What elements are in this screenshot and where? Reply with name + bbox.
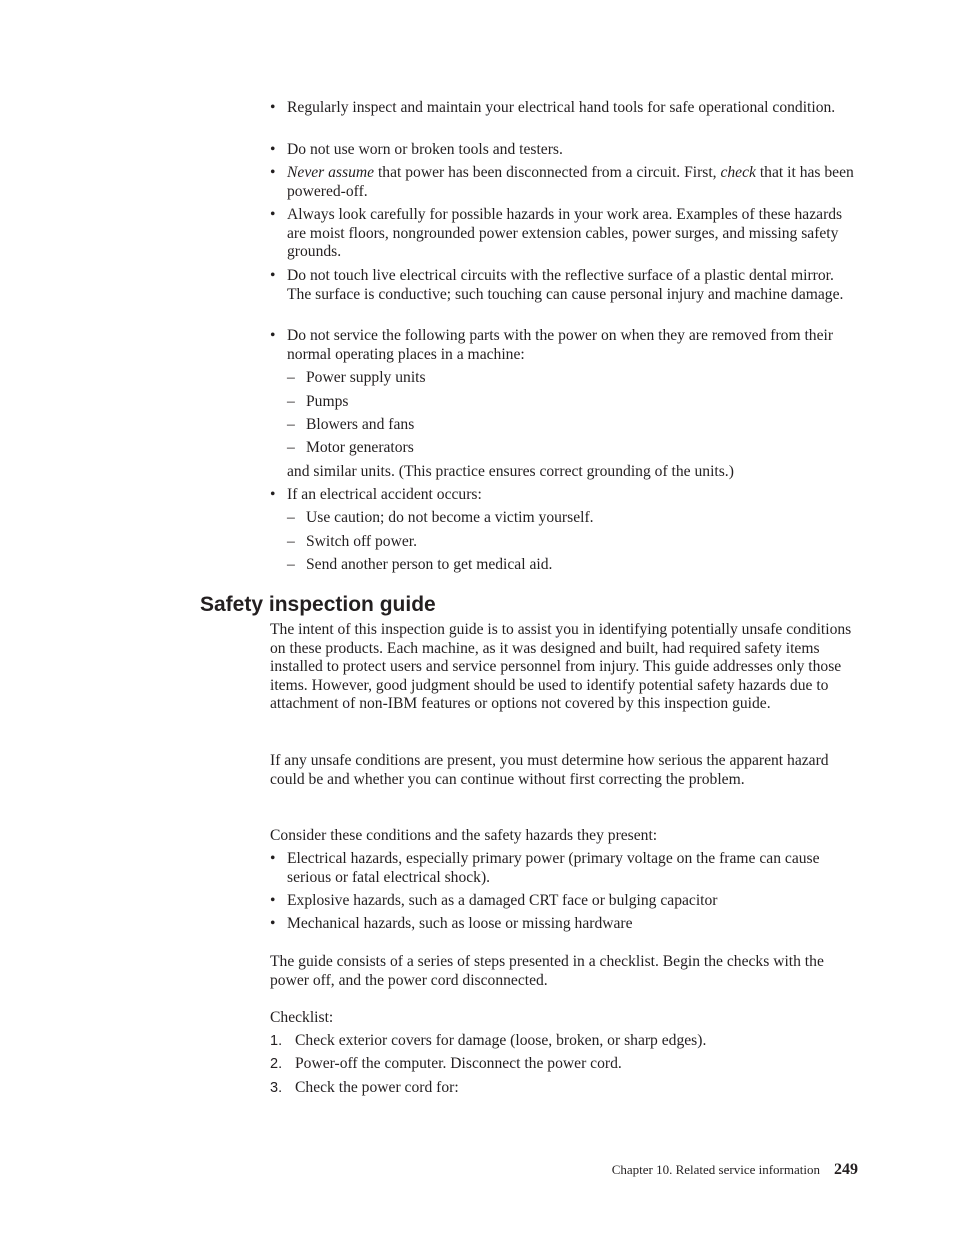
sub-list-item-text: Pumps [306,393,349,410]
document-page: • Regularly inspect and maintain your electrical hand tools for safe operational condition. • Do not use worn or broken tools and testers. • Never assume that power has been disconnected from a circuit. First, check that it has been powered-off. • Always look carefully for possible hazards in your work area. Examples of these hazards are moist floors, nongrounded power extension cables, power surges, and missing safety grounds. • Do not touch live electrical circuits with the reflective surface of a plastic dental mirror. The surface is conductive; such touching can cause personal injury and machine damage. • Do not service the following parts with the power on when they are removed from their normal operating places in a machine: – Power supply units – Pumps – Blowers and fans – Motor generators and similar units. (This practice ensures correct grounding of the units.) • If an electrical accident occurs: – Use caution; do not become a victim yourself. – Switch off power. – Send another person to get medical aid. Safety inspection guide The intent of this inspection guide is to assist you in identifying potentially unsafe conditions on these products. Each machine, as it was designed and built, had required safety items installed to protect users and service personnel from injury. This guide addresses only those items. However, good judgment should be used to identify potential safety hazards due to attachment of non-IBM features or options not covered by this inspection guide. If any unsafe conditions are present, you must determine how serious the apparent hazard could be and whether you can continue without first correcting the problem. Consider these conditions and the safety hazards they present: • Electrical hazards, especially primary power (primary voltage on the frame can cause serious or fatal electrical shock). • Explosive hazards, such as a damaged CRT face or bulging capacitor • Mechanical hazards, such as loose or missing hardware The guide consists of a series of steps presented in a checklist. Begin the checks with the power off, and the power cord disconnected. Checklist: 1. Check exterior covers for damage (loose, broken, or sharp edges). 2. Power-off the computer. Disconnect the power cord. 3. Check the power cord for: Chapter 10. Related service information 249 [200,99,858,1178]
checklist-number: 3. [270,1080,283,1096]
bullet-glyph: • [270,164,276,181]
bullet-glyph: • [270,141,276,158]
bullet-glyph: • [270,206,276,223]
checklist-number: 2. [270,1056,283,1072]
bullet-glyph: • [270,327,276,344]
list-item-text: Do not use worn or broken tools and testers. [287,141,563,158]
list-item-text: Explosive hazards, such as a damaged CRT face or bulging capacitor [287,892,718,909]
page-footer [612,1161,858,1180]
bullet-glyph: • [270,486,276,503]
dash-glyph: – [287,439,295,456]
emphasis-never-assume: Never assume [287,164,375,181]
sub-list-item-text: Power supply units [306,369,426,386]
checklist-item-text: Check exterior covers for damage (loose, broken, or sharp edges). [295,1032,707,1049]
consider-paragraph: Consider these conditions and the safety hazards they present: [270,827,658,844]
checklist-item-text: Power-off the computer. Disconnect the power cord. [295,1055,622,1072]
bullet-glyph: • [270,99,276,116]
dash-glyph: – [287,369,295,386]
guide-paragraph: The guide consists of a series of steps presented in a checklist. Begin the checks with the power off, and the power cord disconnected. [270,953,824,989]
page-number: 249 [834,1161,858,1178]
checklist-label: Checklist: [270,1009,334,1026]
sub-list-item-text: Switch off power. [306,533,418,550]
list-item-text: If an electrical accident occurs: [287,486,482,503]
dash-glyph: – [287,533,295,550]
bullet-glyph: • [270,915,276,932]
sub-list-item-text: Send another person to get medical aid. [306,556,553,573]
list-item-text: Always look carefully for possible hazards in your work area. Examples of these hazards are moist floors, nongrounded power extension cables, power surges, and missing safety grounds. [287,206,843,261]
bullet-glyph: • [270,267,276,284]
dash-glyph: – [287,416,295,433]
list-item-text: Do not service the following parts with the power on when they are removed from their normal operating places in a machine: [287,327,834,363]
list-item-text: Mechanical hazards, such as loose or missing hardware [287,915,633,932]
unsafe-paragraph: If any unsafe conditions are present, you must determine how serious the apparent hazard could be and whether you can continue without first correcting the problem. [270,752,829,788]
bullet-glyph: • [270,850,276,867]
intro-paragraph: The intent of this inspection guide is to assist you in identifying potentially unsafe conditions on these products. Each machine, as it was designed and built, had required safety items installed to protect users and service personnel from injury. This guide addresses only those items. However, good judgment should be used to identify potential safety hazards due to attachment of non-IBM features or options not covered by this inspection guide. [270,621,852,713]
footer-chapter: Chapter 10. Related service information [611,1162,820,1177]
dash-glyph: – [287,556,295,573]
list-item-text: Never assume that power has been disconnected from a circuit. First, check that it has been powered-off. [287,164,854,200]
list-item-text: Do not touch live electrical circuits with the reflective surface of a plastic dental mirror. The surface is conductive; such touching can cause personal injury and machine damage. [287,267,844,303]
dash-glyph: – [287,509,295,526]
sub-list-item-text: Use caution; do not become a victim yourself. [306,509,594,526]
sub-list-item-text: Blowers and fans [306,416,415,433]
section-heading: Safety inspection guide [200,593,436,616]
dash-glyph: – [287,393,295,410]
checklist-number: 1. [270,1033,283,1049]
emphasis-check: check [720,164,756,181]
checklist-item-text: Check the power cord for: [295,1079,459,1096]
list-item-text: Regularly inspect and maintain your electrical hand tools for safe operational condition. [287,99,836,116]
bullet-glyph: • [270,892,276,909]
sub-list-item-text: Motor generators [306,439,414,456]
list-item-text: Electrical hazards, especially primary power (primary voltage on the frame can cause serious or fatal electrical shock). [287,850,820,886]
